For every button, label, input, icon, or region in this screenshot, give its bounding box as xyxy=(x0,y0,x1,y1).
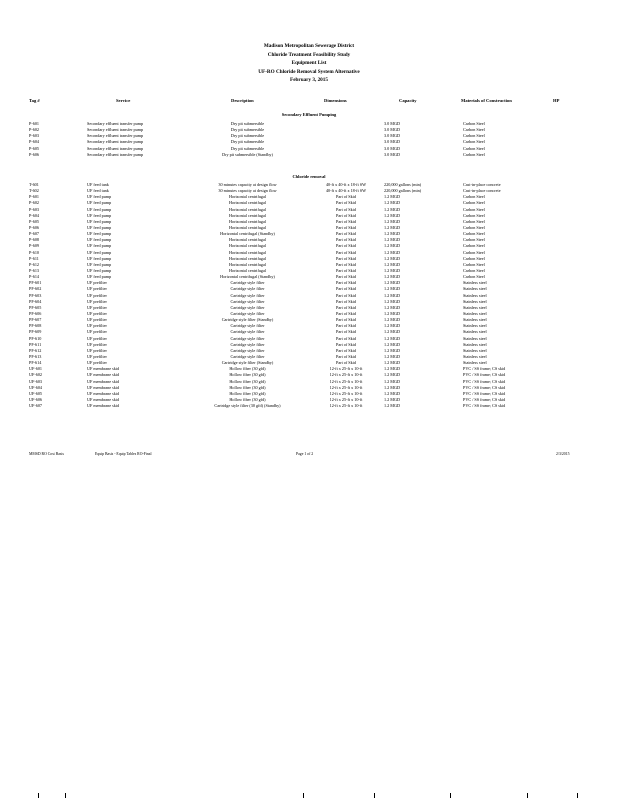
row-material: Carbon Steel xyxy=(463,218,485,224)
row-capacity: 1.2 MGD xyxy=(384,396,401,402)
row-tag: UF-605 xyxy=(29,390,43,396)
row-dimensions: Part of Skid xyxy=(335,335,356,341)
row-dimensions: Part of Skid xyxy=(335,206,356,212)
row-capacity: 1.2 MGD xyxy=(384,329,401,335)
row-dimensions: Part of Skid xyxy=(335,286,356,292)
row-material: Stainless steel xyxy=(463,280,487,286)
row-description: Cartridge style filter xyxy=(230,323,265,329)
row-dimensions: Part of Skid xyxy=(335,310,356,316)
row-material: Stainless steel xyxy=(463,286,487,292)
row-description: Horizontal centrifugal xyxy=(228,237,267,243)
row-description: Hollow fiber (30 gfd) xyxy=(229,396,266,402)
cell-border-tick xyxy=(577,793,578,798)
row-description: Cartridge style filter xyxy=(230,353,265,359)
header-date: February 3, 2015 xyxy=(290,77,328,84)
row-capacity: 1.2 MGD xyxy=(384,274,401,280)
row-material: Carbon Steel xyxy=(463,139,485,145)
footer-sheet-name: Equip Basis - Equip Tables RO-Final xyxy=(95,452,152,456)
row-capacity: 1.2 MGD xyxy=(384,335,401,341)
row-tag: UF-606 xyxy=(29,396,43,402)
row-material: Carbon Steel xyxy=(463,151,485,157)
row-dimensions: 12-ft x 25-ft x 10-ft xyxy=(329,378,363,384)
row-material: Carbon Steel xyxy=(463,200,485,206)
row-tag: PF-607 xyxy=(29,317,42,323)
row-service: Secondary effluent transfer pump xyxy=(87,133,144,139)
row-capacity: 1.2 MGD xyxy=(384,360,401,366)
row-tag: PF-610 xyxy=(29,335,42,341)
row-tag: PF-606 xyxy=(29,310,42,316)
row-tag: PF-614 xyxy=(29,360,42,366)
row-tag: P-602 xyxy=(29,200,40,206)
row-material: PVC / SS frame; CS skid xyxy=(463,378,506,384)
row-service: UF feed pump xyxy=(87,274,112,280)
row-service: UF feed pump xyxy=(87,212,112,218)
row-description: Horizontal centrifugal xyxy=(228,243,267,249)
row-service: UF membrane skid xyxy=(87,384,120,390)
row-material: Stainless steel xyxy=(463,329,487,335)
row-service: UF membrane skid xyxy=(87,403,120,409)
row-tag: P-608 xyxy=(29,237,40,243)
row-description: Cartridge style filter xyxy=(230,286,265,292)
footer-date: 2/3/2015 xyxy=(556,452,570,456)
row-material: Stainless steel xyxy=(463,335,487,341)
equipment-table-section-1 xyxy=(0,121,618,158)
row-service: UF feed pump xyxy=(87,249,112,255)
row-capacity: 1.2 MGD xyxy=(384,249,401,255)
row-material: Stainless steel xyxy=(463,353,487,359)
row-service: Secondary effluent transfer pump xyxy=(87,139,144,145)
row-service: UF prefilter xyxy=(87,292,107,298)
row-service: UF feed pump xyxy=(87,243,112,249)
row-material: Carbon Steel xyxy=(463,231,485,237)
row-description: Horizontal centrifugal xyxy=(228,194,267,200)
row-service: UF feed tank xyxy=(87,182,109,187)
row-service: UF prefilter xyxy=(87,310,107,316)
row-tag: PF-608 xyxy=(29,323,42,329)
row-capacity: 1.2 MGD xyxy=(384,286,401,292)
table-row xyxy=(0,403,618,409)
cell-border-tick xyxy=(527,793,528,798)
row-dimensions: Part of Skid xyxy=(335,329,356,335)
row-description: Cartridge style filter xyxy=(230,347,265,353)
row-tag: UF-607 xyxy=(29,403,43,409)
row-dimensions: 12-ft x 25-ft x 10-ft xyxy=(329,403,363,409)
row-dimensions: Part of Skid xyxy=(335,212,356,218)
row-service: Secondary effluent transfer pump xyxy=(87,151,144,157)
row-dimensions: 40-ft x 40-ft x 18-ft SW xyxy=(325,182,367,187)
row-description: Horizontal centrifugal xyxy=(228,249,267,255)
row-description: Horizontal centrifugal xyxy=(228,261,267,267)
row-description: Hollow fiber (30 gfd) xyxy=(229,366,266,372)
row-dimensions: Part of Skid xyxy=(335,317,356,323)
row-description: Cartridge style filter xyxy=(230,310,265,316)
footer-file-name: MMSD RO Cost Basis xyxy=(29,452,64,456)
row-material: Carbon Steel xyxy=(463,145,485,151)
row-description: 30 minutes capacity at design flow xyxy=(218,188,277,194)
row-description: Hollow fiber (30 gfd) xyxy=(229,384,266,390)
row-capacity: 1.2 MGD xyxy=(384,224,401,230)
row-service: UF prefilter xyxy=(87,286,107,292)
row-description: Cartridge style filter xyxy=(230,292,265,298)
row-service: UF feed pump xyxy=(87,194,112,200)
row-capacity: 3.0 MGD xyxy=(384,133,401,139)
row-tag: PF-611 xyxy=(29,341,42,347)
row-dimensions: Part of Skid xyxy=(335,280,356,286)
row-dimensions: Part of Skid xyxy=(335,243,356,249)
section-title: Secondary Effluent Pumping xyxy=(281,112,337,117)
row-service: UF feed pump xyxy=(87,255,112,261)
row-material: Stainless steel xyxy=(463,317,487,323)
row-material: Carbon Steel xyxy=(463,121,485,126)
column-header-tag: Tag # xyxy=(29,98,40,103)
row-description: Cartridge style filter xyxy=(230,329,265,335)
row-capacity: 1.2 MGD xyxy=(384,341,401,347)
row-description: Dry pit submersible xyxy=(230,121,265,126)
row-material: Carbon Steel xyxy=(463,261,485,267)
row-service: UF prefilter xyxy=(87,323,107,329)
row-tag: PF-605 xyxy=(29,304,42,310)
row-tag: P-612 xyxy=(29,261,40,267)
row-dimensions: Part of Skid xyxy=(335,341,356,347)
row-description: Dry pit submersible xyxy=(230,127,265,133)
row-tag: P-607 xyxy=(29,231,40,237)
row-tag: P-604 xyxy=(29,139,40,145)
row-tag: P-614 xyxy=(29,274,40,280)
row-material: Carbon Steel xyxy=(463,206,485,212)
document-header xyxy=(0,42,618,85)
row-dimensions: Part of Skid xyxy=(335,360,356,366)
row-capacity: 3.0 MGD xyxy=(384,139,401,145)
column-header-materials: Materials of Construction xyxy=(461,98,512,103)
row-service: UF feed pump xyxy=(87,231,112,237)
header-title-line-2: Chloride Treatment Feasibility Study xyxy=(267,51,351,58)
row-service: UF prefilter xyxy=(87,280,107,286)
row-description: Cartridge style filter (30 gfd) (Standby) xyxy=(214,403,281,409)
row-dimensions: Part of Skid xyxy=(335,323,356,329)
column-header-description: Description xyxy=(231,98,254,103)
row-dimensions: 12-ft x 25-ft x 10-ft xyxy=(329,390,363,396)
row-service: UF prefilter xyxy=(87,298,107,304)
row-capacity: 1.2 MGD xyxy=(384,403,401,409)
row-tag: P-602 xyxy=(29,127,40,133)
row-capacity: 1.2 MGD xyxy=(384,261,401,267)
row-material: Carbon Steel xyxy=(463,243,485,249)
row-capacity: 1.2 MGD xyxy=(384,212,401,218)
column-header-service: Service xyxy=(116,98,131,103)
row-material: PVC / SS frame; CS skid xyxy=(463,390,506,396)
page-footer xyxy=(0,452,618,460)
row-material: Carbon Steel xyxy=(463,267,485,273)
row-service: Secondary effluent transfer pump xyxy=(87,145,144,151)
row-capacity: 1.2 MGD xyxy=(384,353,401,359)
row-dimensions: Part of Skid xyxy=(335,298,356,304)
row-material: Carbon Steel xyxy=(463,274,485,280)
row-service: UF prefilter xyxy=(87,341,107,347)
row-service: UF feed pump xyxy=(87,218,112,224)
row-description: Horizontal centrifugal xyxy=(228,255,267,261)
row-description: Horizontal centrifugal xyxy=(228,206,267,212)
row-material: PVC / SS frame; CS skid xyxy=(463,403,506,409)
row-tag: PF-613 xyxy=(29,353,42,359)
header-title-line-4: UF-RO Chloride Removal System Alternative xyxy=(258,68,360,75)
row-service: UF feed pump xyxy=(87,200,112,206)
row-dimensions: Part of Skid xyxy=(335,353,356,359)
header-title-line-3: Equipment List xyxy=(291,60,327,67)
row-description: Dry pit submersible (Standby) xyxy=(222,151,273,157)
row-capacity: 1.2 MGD xyxy=(384,206,401,212)
row-description: Cartridge style filter xyxy=(230,280,265,286)
row-material: Carbon Steel xyxy=(463,127,485,133)
row-tag: PF-609 xyxy=(29,329,42,335)
row-dimensions: 40-ft x 40-ft x 18-ft SW xyxy=(325,188,367,194)
row-description: Dry pit submersible xyxy=(230,139,265,145)
row-material: PVC / SS frame; CS skid xyxy=(463,366,506,372)
row-service: UF prefilter xyxy=(87,335,107,341)
row-service: UF prefilter xyxy=(87,353,107,359)
row-material: Stainless steel xyxy=(463,298,487,304)
row-description: Hollow fiber (30 gfd) xyxy=(229,378,266,384)
row-capacity: 1.2 MGD xyxy=(384,372,401,378)
row-material: PVC / SS frame; CS skid xyxy=(463,396,506,402)
row-capacity: 1.2 MGD xyxy=(384,366,401,372)
row-capacity: 1.2 MGD xyxy=(384,243,401,249)
row-capacity: 1.2 MGD xyxy=(384,267,401,273)
column-header-hp: HP xyxy=(553,98,560,103)
row-service: UF feed tank xyxy=(87,188,109,194)
row-capacity: 1.2 MGD xyxy=(384,304,401,310)
row-dimensions: 12-ft x 25-ft x 10-ft xyxy=(329,384,363,390)
equipment-table-section-2 xyxy=(0,182,618,409)
row-capacity: 1.2 MGD xyxy=(384,237,401,243)
row-material: Stainless steel xyxy=(463,360,487,366)
row-dimensions: Part of Skid xyxy=(335,292,356,298)
row-service: UF membrane skid xyxy=(87,372,120,378)
row-material: Carbon Steel xyxy=(463,249,485,255)
row-tag: P-601 xyxy=(29,194,40,200)
row-dimensions: Part of Skid xyxy=(335,255,356,261)
row-description: Horizontal centrifugal (Standby) xyxy=(220,274,275,280)
cell-border-tick xyxy=(450,793,451,798)
row-capacity: 1.2 MGD xyxy=(384,194,401,200)
row-description: Dry pit submersible xyxy=(230,133,265,139)
row-dimensions: Part of Skid xyxy=(335,237,356,243)
row-service: UF membrane skid xyxy=(87,396,120,402)
row-tag: UF-603 xyxy=(29,378,43,384)
row-tag: P-605 xyxy=(29,218,40,224)
column-header-row xyxy=(0,98,618,106)
row-tag: P-613 xyxy=(29,267,40,273)
row-capacity: 1.2 MGD xyxy=(384,323,401,329)
row-dimensions: Part of Skid xyxy=(335,249,356,255)
row-tag: P-601 xyxy=(29,121,40,126)
row-service: UF feed pump xyxy=(87,267,112,273)
row-tag: P-604 xyxy=(29,212,40,218)
row-tag: PF-604 xyxy=(29,298,42,304)
row-service: UF membrane skid xyxy=(87,366,120,372)
row-service: UF membrane skid xyxy=(87,378,120,384)
row-description: Hollow fiber (30 gfd) xyxy=(229,390,266,396)
row-description: Horizontal centrifugal xyxy=(228,267,267,273)
row-tag: T-602 xyxy=(29,188,39,194)
cell-border-tick xyxy=(374,793,375,798)
row-capacity: 1.2 MGD xyxy=(384,255,401,261)
row-capacity: 3.0 MGD xyxy=(384,121,401,126)
row-description: Horizontal centrifugal xyxy=(228,200,267,206)
row-tag: UF-601 xyxy=(29,366,43,372)
row-capacity: 1.2 MGD xyxy=(384,317,401,323)
row-material: Stainless steel xyxy=(463,341,487,347)
row-material: Stainless steel xyxy=(463,323,487,329)
row-description: Dry pit submersible xyxy=(230,145,265,151)
header-title-line-1: Madison Metropolitan Sewerage District xyxy=(263,43,355,49)
row-dimensions: Part of Skid xyxy=(335,274,356,280)
row-service: UF membrane skid xyxy=(87,390,120,396)
cell-border-tick xyxy=(38,793,39,798)
row-dimensions: Part of Skid xyxy=(335,261,356,267)
row-service: UF prefilter xyxy=(87,304,107,310)
row-tag: P-603 xyxy=(29,206,40,212)
row-description: Cartridge style filter xyxy=(230,341,265,347)
row-service: UF prefilter xyxy=(87,329,107,335)
row-capacity: 3.0 MGD xyxy=(384,127,401,133)
row-description: Cartridge style filter (Standby) xyxy=(221,317,274,323)
row-dimensions: 12-ft x 25-ft x 10-ft xyxy=(329,372,363,378)
row-dimensions: Part of Skid xyxy=(335,304,356,310)
row-material: Carbon Steel xyxy=(463,255,485,261)
row-description: Cartridge style filter xyxy=(230,335,265,341)
row-service: UF feed pump xyxy=(87,206,112,212)
row-material: Carbon Steel xyxy=(463,194,485,200)
row-dimensions: Part of Skid xyxy=(335,224,356,230)
row-dimensions: Part of Skid xyxy=(335,200,356,206)
row-capacity: 220,000 gallons (min) xyxy=(384,182,422,187)
row-capacity: 1.2 MGD xyxy=(384,200,401,206)
row-material: Carbon Steel xyxy=(463,212,485,218)
row-tag: PF-603 xyxy=(29,292,42,298)
row-description: Horizontal centrifugal xyxy=(228,212,267,218)
row-material: PVC / SS frame; CS skid xyxy=(463,384,506,390)
row-service: Secondary effluent transfer pump xyxy=(87,127,144,133)
row-material: Cast-in-place concrete xyxy=(463,182,501,187)
row-capacity: 1.2 MGD xyxy=(384,298,401,304)
row-tag: P-610 xyxy=(29,249,40,255)
row-material: PVC / SS frame; CS skid xyxy=(463,372,506,378)
row-material: Cast-in-place concrete xyxy=(463,188,501,194)
row-dimensions: Part of Skid xyxy=(335,347,356,353)
row-description: Horizontal centrifugal (Standby) xyxy=(220,231,275,237)
row-dimensions: Part of Skid xyxy=(335,194,356,200)
row-tag: P-603 xyxy=(29,133,40,139)
row-dimensions: Part of Skid xyxy=(335,218,356,224)
row-capacity: 1.2 MGD xyxy=(384,390,401,396)
row-capacity: 3.0 MGD xyxy=(384,145,401,151)
row-material: Stainless steel xyxy=(463,310,487,316)
row-description: Cartridge style filter xyxy=(230,304,265,310)
row-description: Cartridge style filter (Standby) xyxy=(221,360,274,366)
row-service: UF feed pump xyxy=(87,237,112,243)
section-title: Chloride removal xyxy=(292,174,326,179)
cell-border-tick xyxy=(65,793,66,798)
row-dimensions: 12-ft x 25-ft x 10-ft xyxy=(329,366,363,372)
row-description: Cartridge style filter xyxy=(230,298,265,304)
row-tag: PF-612 xyxy=(29,347,42,353)
row-description: Horizontal centrifugal xyxy=(228,224,267,230)
row-material: Stainless steel xyxy=(463,304,487,310)
row-material: Carbon Steel xyxy=(463,133,485,139)
footer-page-number: Page 1 of 2 xyxy=(296,452,314,456)
row-capacity: 1.2 MGD xyxy=(384,292,401,298)
row-material: Stainless steel xyxy=(463,292,487,298)
row-capacity: 3.0 MGD xyxy=(384,151,401,157)
row-tag: PF-602 xyxy=(29,286,42,292)
row-tag: P-609 xyxy=(29,243,40,249)
row-capacity: 1.2 MGD xyxy=(384,347,401,353)
row-service: UF prefilter xyxy=(87,360,107,366)
column-header-capacity: Capacity xyxy=(399,98,417,103)
row-tag: UF-602 xyxy=(29,372,43,378)
row-service: Secondary effluent transfer pump xyxy=(87,121,144,126)
row-tag: P-605 xyxy=(29,145,40,151)
row-capacity: 1.2 MGD xyxy=(384,231,401,237)
row-capacity: 1.2 MGD xyxy=(384,218,401,224)
column-header-dimensions: Dimensions xyxy=(324,98,347,103)
row-capacity: 220,000 gallons (min) xyxy=(384,188,422,194)
row-tag: UF-604 xyxy=(29,384,43,390)
row-capacity: 1.2 MGD xyxy=(384,280,401,286)
row-capacity: 1.2 MGD xyxy=(384,378,401,384)
row-capacity: 1.2 MGD xyxy=(384,384,401,390)
row-service: UF feed pump xyxy=(87,261,112,267)
table-row xyxy=(0,152,618,158)
row-tag: P-606 xyxy=(29,151,40,157)
cell-border-tick xyxy=(303,793,304,798)
row-description: Hollow fiber (30 gfd) xyxy=(229,372,266,378)
row-material: Carbon Steel xyxy=(463,237,485,243)
row-dimensions: Part of Skid xyxy=(335,231,356,237)
row-tag: P-611 xyxy=(29,255,39,261)
row-description: Horizontal centrifugal xyxy=(228,218,267,224)
row-material: Stainless steel xyxy=(463,347,487,353)
row-dimensions: Part of Skid xyxy=(335,267,356,273)
row-description: 30 minutes capacity at design flow xyxy=(218,182,277,187)
row-dimensions: 12-ft x 25-ft x 10-ft xyxy=(329,396,363,402)
row-capacity: 1.2 MGD xyxy=(384,310,401,316)
row-service: UF prefilter xyxy=(87,317,107,323)
row-service: UF prefilter xyxy=(87,347,107,353)
row-material: Carbon Steel xyxy=(463,224,485,230)
row-tag: T-601 xyxy=(29,182,39,187)
row-service: UF feed pump xyxy=(87,224,112,230)
row-tag: PF-601 xyxy=(29,280,42,286)
row-tag: P-606 xyxy=(29,224,40,230)
